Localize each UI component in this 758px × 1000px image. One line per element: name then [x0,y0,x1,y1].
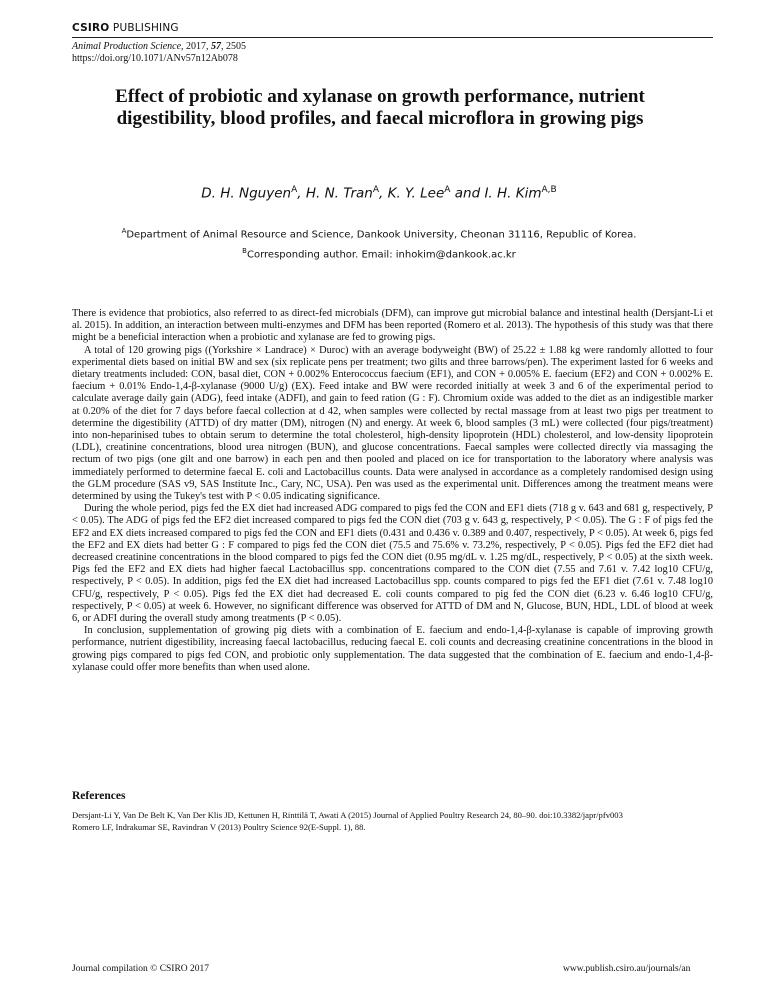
footer-url[interactable]: www.publish.csiro.au/journals/an [563,964,691,974]
author-separator: , [379,185,388,202]
author-name: H. N. Tran [305,185,373,202]
intro-paragraph: There is evidence that probiotics, also referred to as direct-fed microbials (DFM), can improve gut microbial balance and intestinal health (Dersjant-Li et al. 2015). In addition, an interaction between multi-enzymes and DFM has been reported (Romero et al. 2013). The hypothesis of this study was that there might be a beneficial interaction when a probiotic and xylanase are fed to growing pigs. [72,308,713,344]
author-separator: , [297,185,306,202]
author-name: D. H. Nguyen [201,185,292,202]
header-rule [72,37,713,38]
footer-copyright: Journal compilation © CSIRO 2017 [72,964,210,974]
author-name: K. Y. Lee [387,185,445,202]
doi-link[interactable]: https://doi.org/10.1071/ANv57n12Ab078 [72,53,238,64]
paper-title: Effect of probiotic and xylanase on growth performance, nutrient digestibility, blood profiles, and faecal microflora in growing pigs [115,86,645,129]
author-affil-mark: A [444,185,451,195]
conclusion-paragraph: In conclusion, supplementation of growing pig diets with a combination of E. faecium and endo-1,4-β-xylanase is capable of improving growth performance, nutrient digestibility, increasing faecal lactobacillus, reducing faecal E. coli counts and decreasing creatinine concentrations in the blood in growing pigs compared to pigs fed CON, and probiotic only supplementation. The data suggested that the combination of E. faecium and endo-1,4-β-xylanase could offer more benefits than when used alone. [72,625,713,673]
affiliation-mark: A [121,227,127,235]
abstract-body [72,308,713,674]
citation-volume: 57 [211,41,222,52]
references-heading: References [72,790,126,802]
author-affil-mark: A [291,185,298,195]
journal-name: Animal Production Science, [72,41,184,52]
author-list [0,185,758,202]
methods-paragraph: A total of 120 growing pigs ((Yorkshire × Landrace) × Duroc) with an average bodyweight (BW) of 25.22 ± 1.88 kg were randomly allotted to four experimental diets based on initial BW and sex (six replicate pens per treatment; two gilts and three barrows/pen). The experiment lasted for 6 weeks and dietary treatments included: CON, basal diet, CON + 0.002% Enterococcus faecium (EF1), and CON + 0.005% E. faecium (EF2) and CON + 0.002% E. faecium + 0.01% Endo-1,4-β-xylanase (9000 U/g) (EX). Feed intake and BW were recorded initially at week 3 and 6 of the experimental period to calculate average daily gain (ADG), feed intake (ADFI), and gain to feed ration (G : F). Chromium oxide was added to the diet as an indigestible marker at 0.20% of the diet for 7 days before faecal collection at d 42, when samples were collected by rectal massage from at least two pigs per treatment to determine the digestibility (ATTD) of dry matter (DM), nitrogen (N) and energy. At week 6, blood samples (3 mL) were collected (four pigs/treatment) into non-heparinised tubes to obtain serum to determine the total cholesterol, high-density lipoprotein (HDL) cholesterol, and low-density lipoprotein (LDL), creatinine concentrations, blood urea nitrogen (BUN), and glucose concentrations. Faecal samples were collected directly via massaging the rectum of two pigs (one gilt and one barrow) in each pen and then pooled and placed on ice for transportation to the laboratory where analysis was immediately performed to determine faecal E. coli and Lactobacillus counts. Data were analysed in accordance as a completely randomised design using the GLM procedure (SAS v9, SAS Institute Inc., Cary, NC, USA). Pen was used as the experimental unit. Differences among the treatment means were determined by using the Tukey's test with P < 0.05 indicating significance. [72,344,713,503]
publisher-suffix: PUBLISHING [109,22,179,34]
author-affil-mark: A,B [541,185,557,195]
publisher-name: CSIRO [72,22,110,34]
results-paragraph: During the whole period, pigs fed the EX diet had increased ADG compared to pigs fed the CON and EF1 diets (718 g v. 643 and 681 g, respectively, P < 0.05). The ADG of pigs fed the EF2 diet increased compared to pigs fed the CON diet (703 g v. 643 g, respectively, P < 0.05). The G : F of pigs fed the EF2 and EX diets increased compared to pigs fed the CON and EF1 diets (0.431 and 0.436 v. 0.389 and 0.407, respectively, P < 0.05). At week 6, pigs fed the EF2 and EX diets had better G : F compared to pigs fed the CON diet (75.5 and 75.6% v. 73.2%, respectively, P < 0.05). Pigs fed the EF2 diet had decreased creatinine concentrations in the blood compared to pigs fed the CON diet (0.95 mg/dL v. 1.25 mg/dL, respectively, P < 0.05) at the sixth week. Pigs fed the EF2 and EX diets had higher faecal Lactobacillus spp. concentrations compared to the CON diet (7.55 and 7.61 v. 7.42 log10 CFU/g, respectively, P < 0.05). In addition, pigs fed the EX diet had increased Lactobacillus spp. counts compared to pigs fed the EF1 diet (7.61 v. 7.48 log10 CFU/g, respectively, P < 0.05). Pigs fed the EX diet had decreased E. coli counts compared to pig fed the CON diet (6.23 v. 6.46 log10 CFU/g, respectively, P < 0.05) at week 6. However, no significant difference was observed for ATTD of DM and N, Glucose, BUN, HDL, LDL of blood at week 6, or ADFI during the overall study among treatments (P < 0.05). [72,503,713,625]
citation-page: , 2505 [221,41,247,52]
author-name: I. H. Kim [484,185,542,202]
citation-year: 2017, [183,41,212,52]
reference-item: Dersjant-Li Y, Van De Belt K, Van Der Klis JD, Kettunen H, Rinttilä T, Awati A (2015) Journal of Applied Poultry Research 24, 80–90. doi:10.3382/japr/pfv003 [72,810,623,820]
affiliation-a [0,223,758,243]
affiliation-mark: B [242,247,247,256]
author-separator: and [450,185,485,202]
publisher-label [72,22,179,34]
citation-line [72,41,246,53]
affiliation-text: Department of Animal Resource and Science, Dankook University, Cheonan 31116, Republic of Korea. [126,229,637,241]
author-affil-mark: A [372,185,380,195]
affiliations [0,223,758,264]
reference-item: Romero LF, Indrakumar SE, Ravindran V (2013) Poultry Science 92(E-Suppl. 1), 88. [72,821,366,832]
reference-list [72,810,713,833]
affiliation-b [0,243,758,263]
corresponding-author: Corresponding author. Email: inhokim@dankook.ac.kr [246,249,516,261]
